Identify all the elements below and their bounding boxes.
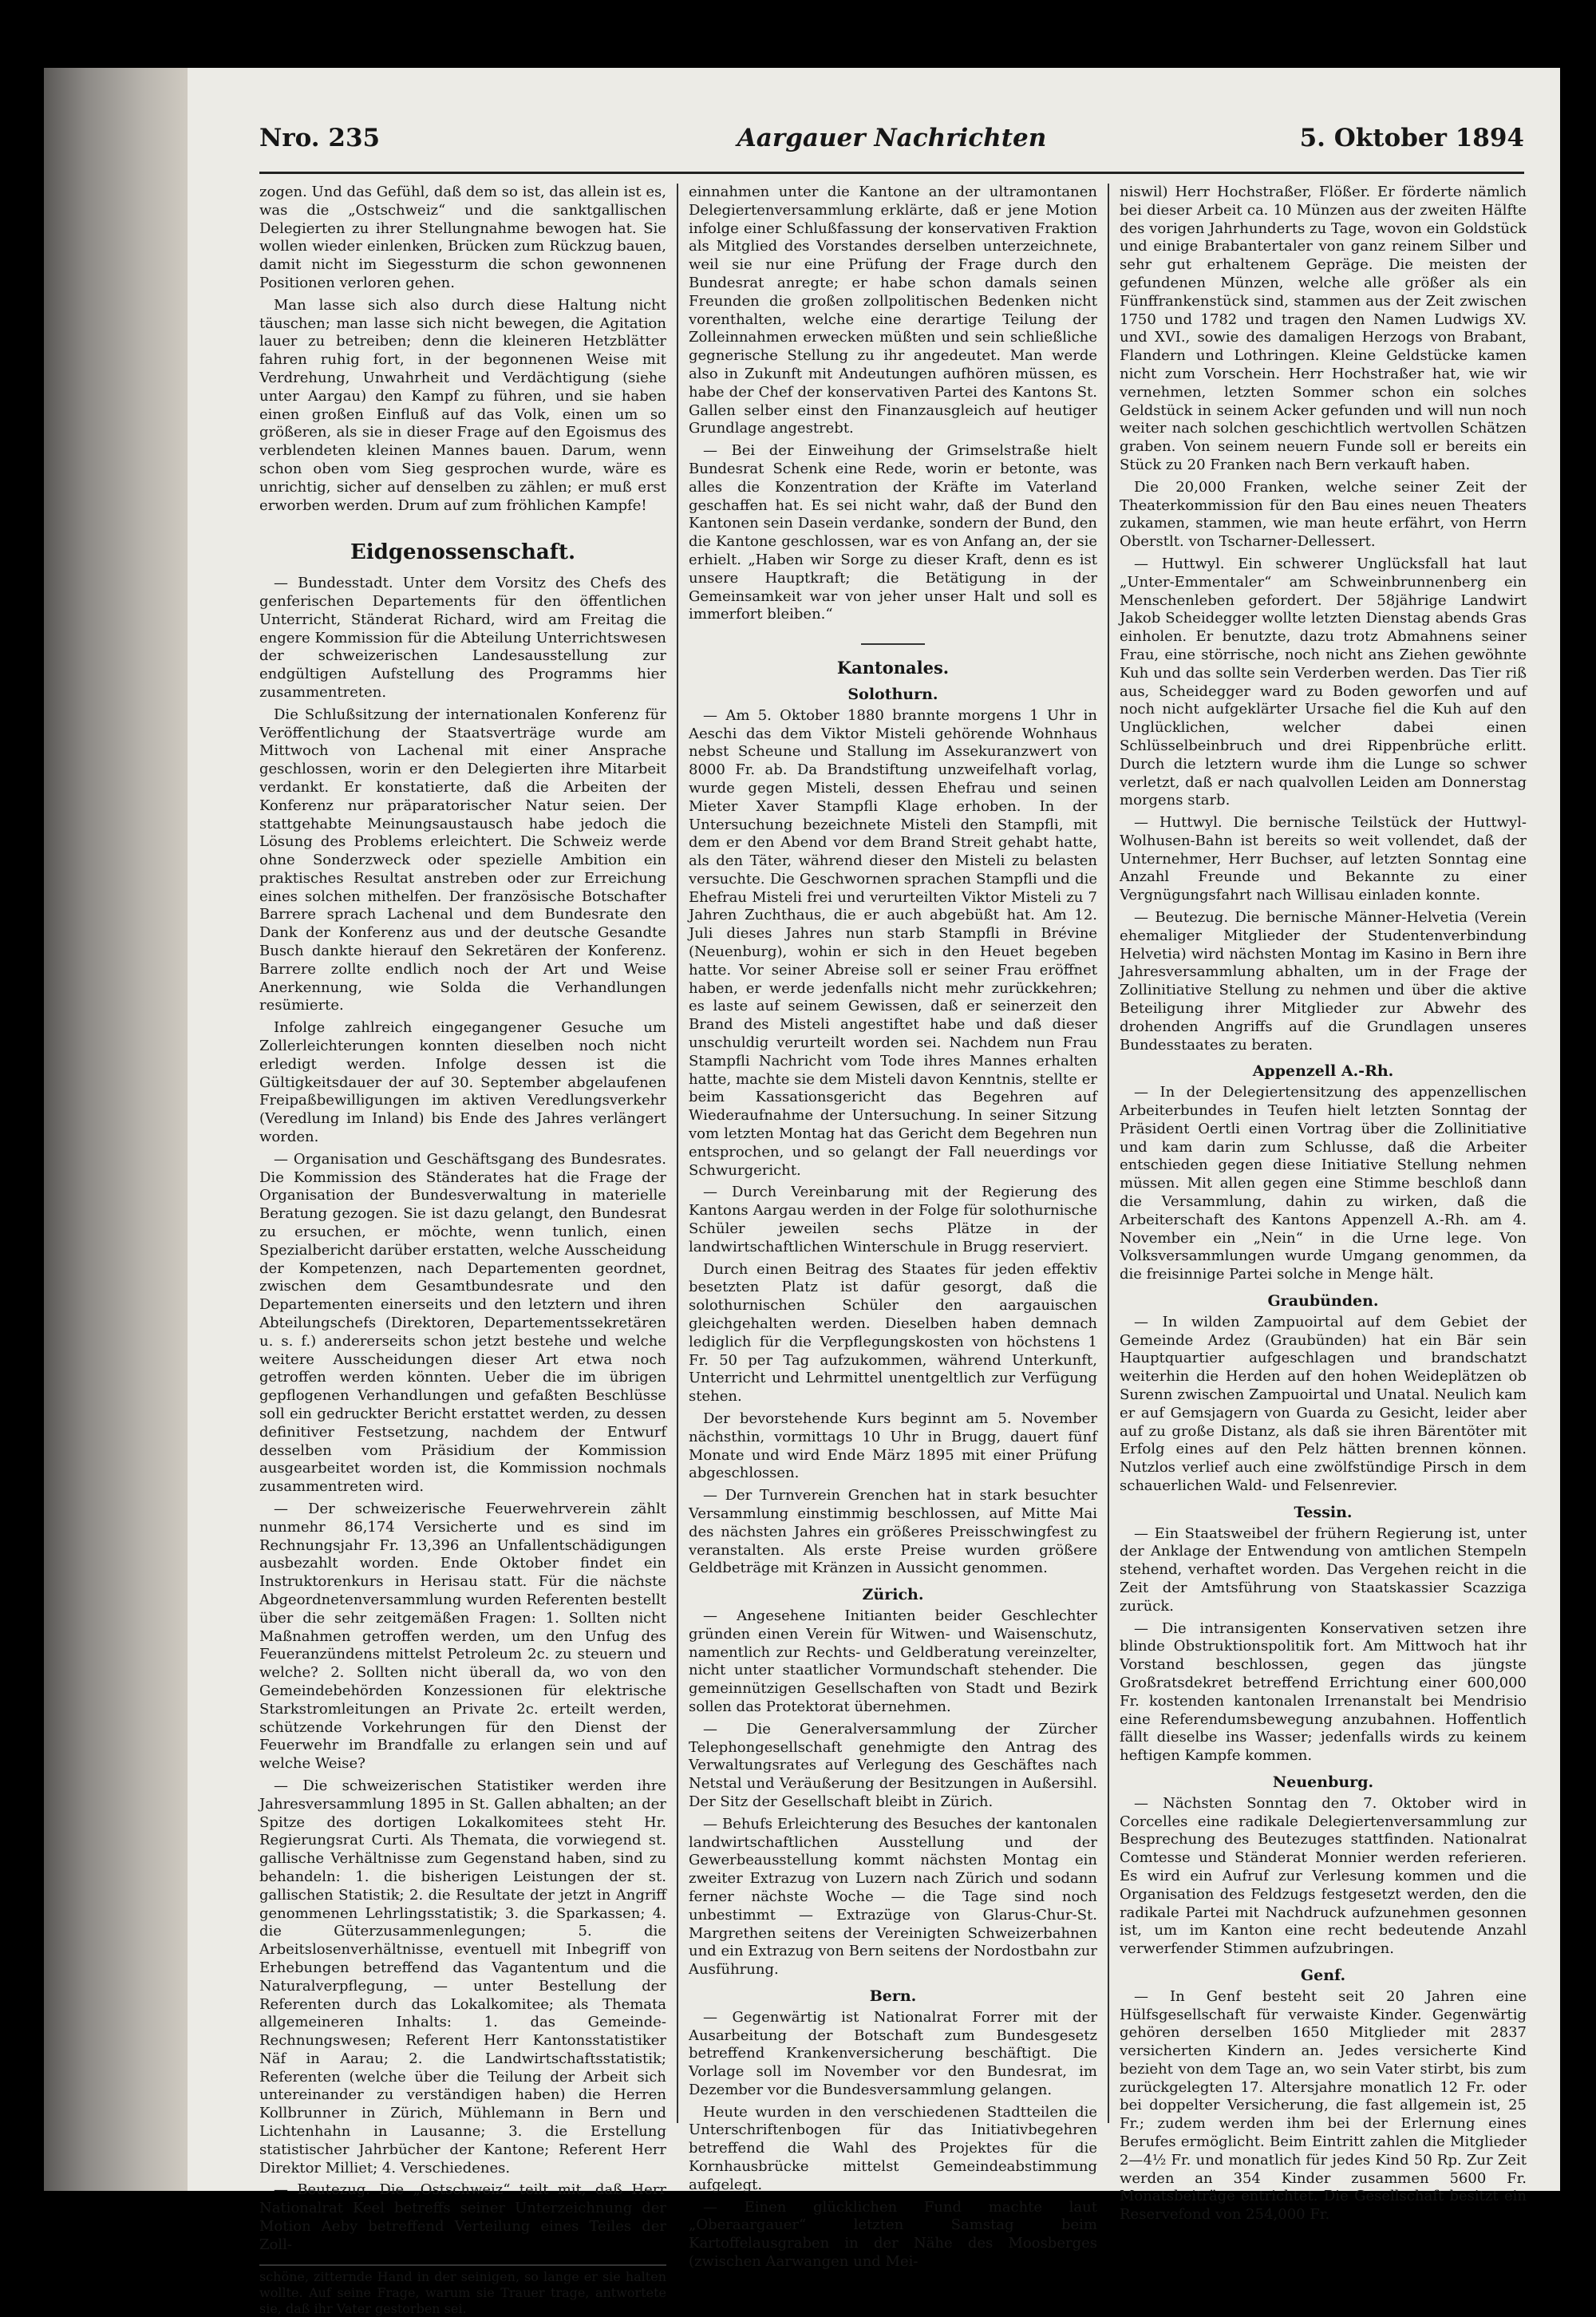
section-heading: Kantonales. [836,658,950,678]
article-paragraph: — Der Turnverein Grenchen hat in stark besuchter Versammlung einstimmig beschlossen, auf Mitte Mai des nächsten Jahres ein größeres Preisschwingfest zu veranstalten. Als erste Preise wurden größere Geldbeträge mit Kränzen in Aussicht genommen. [689,1487,1097,1577]
section-divider [861,643,925,645]
article-paragraph: zogen. Und das Gefühl, daß dem so ist, das allein ist es, was die „Ostschweiz“ und die sanktgallischen Delegierten zu ihrer Stellungnahme bewogen hat. Sie wollen wieder einlenken, Brücken zum Rückzug bauen, damit nicht im Siegessturm die schon gewonnenen Positionen verloren gehen. [259,184,667,291]
article-paragraph: — Angesehene Initianten beider Geschlechter gründen einen Verein für Witwen- und Waisenschutz, namentlich zur Rechts- und Geldberatung vereinzelter, nicht unter staatlicher Vormundschaft stehender. Die gemeinnützigen Gesellschaften von Stadt und Bezirk sollen das Protektorat übernehmen. [689,1607,1097,1715]
canton-heading: Zürich. [862,1586,924,1604]
article-paragraph: Durch einen Beitrag des Staates für jeden effektiv besetzten Platz ist dafür gesorgt, daß die solothurnischen Schüler den aargauischen gleichgehalten werden. Dieselben haben demnach lediglich für die Verpflegungskosten von höchstens 1 Fr. 50 per Tag aufzukommen, während Unterkunft, Unterricht und Lehrmittel unentgeltlich zur Verfügung stehen. [689,1260,1097,1406]
issue-number: Nro. 235 [259,124,381,152]
canton-heading: Tessin. [1294,1503,1353,1521]
feuilleton-footnote: schöne, zitternde Hand in der seinigen, so lange er sie halten wollte. Auf seine Frage, warum sie Trauer trage, antwortete sie, daß ihr Vater gestorben sei. [259,2264,666,2317]
article-paragraph: — In Genf besteht seit 20 Jahren eine Hülfsgesellschaft für verwaiste Kinder. Gegenwärtig gehören derselben 1650 Mitglieder mit 2837 versicherten Kindern an. Jedes versicherte Kind bezieht von dem Tage an, wo sein Vater stirbt, bis zum zurückgelegten 17. Altersjahre monatlich 12 Fr. oder bei doppelter Versicherung, die fast allgemein ist, 25 Fr.; zudem werden ihm bei der Erlernung eines Berufes ermöglicht. Beim Eintritt zahlen die Mitglieder 2—4½ Fr. und monatlich für jedes Kind 50 Rp. Zur Zeit werden an 354 Kinder zusammen 5600 Fr. Monatsbeiträge entrichtet. Die Gesellschaft besitzt ein Reservefond von 254,000 Fr. [1120,1987,1527,2224]
article-paragraph: — Die Generalversammlung der Zürcher Telephongesellschaft genehmigte den Antrag des Verwaltungsrates auf Verlegung des Geschäftes nach Netstal und Veräußerung der Besitzungen in Außersihl. Der Sitz der Gesellschaft bleibt in Zürich. [689,1720,1097,1810]
article-paragraph: — Gegenwärtig ist Nationalrat Forrer mit der Ausarbeitung der Botschaft zum Bundesgesetz betreffend Krankenversicherung beschäftigt. Die Vorlage soll im November vor den Bundesrat, im Dezember vor die Bundesversammlung gelangen. [689,2008,1097,2098]
article-paragraph: — Am 5. Oktober 1880 brannte morgens 1 Uhr in Aeschi das dem Viktor Misteli gehörende Wohnhaus nebst Scheune und Stallung im Assekuranzwert von 8000 Fr. ab. Da Brandstiftung unzweifelhaft vorlag, wurde gegen Misteli, dessen Ehefrau und seinen Mieter Xaver Stampfli Klage erhoben. In der Untersuchung bezeichnete Misteli den Stampfli, mit dem er den Abend vor dem Brand Streit gehabt hatte, als den Täter, während dieser den Misteli zu belasten versuchte. Die Geschwornen sprachen Stampfli und die Ehefrau Misteli frei und verurteilten Viktor Misteli zu 7 Jahren Zuchthaus, die er auch abgebüßt hat. Am 12. Juli dieses Jahres nun starb Stampfli in Brévine (Neuenburg), wohin er sich in den Heuet begeben hatte. Vor seiner Abreise soll er seiner Frau eröffnet haben, er werde jedenfalls nicht mehr zurückkehren; es laste auf seinem Gewissen, daß er seinerzeit den Brand des Misteli angestiftet habe und daß dieser unschuldig verurteilt worden sei. Nachdem nun Frau Stampfli Nachricht vom Tode ihres Mannes erhalten hatte, machte sie dem Misteli davon Kenntnis, stellte er beim Kassationsgericht das Begehren auf Wiederaufnahme der Untersuchung. In seiner Sitzung vom letzten Montag hat das Gericht dem Begehren nun entsprochen, und so gelangt der Fall neuerdings vor Schwurgericht. [689,706,1097,1179]
article-paragraph: — Huttwyl. Die bernische Teilstück der Huttwyl-Wolhusen-Bahn ist bereits so weit vollendet, daß der Unternehmer, Herr Buchser, auf letzten Sonntag eine Anzahl Freunde und Bekannte zu einer Vergnügungsfahrt nach Willisau einladen konnte. [1120,814,1527,904]
column-3 [1120,184,1527,2224]
article-paragraph: — Nächsten Sonntag den 7. Oktober wird in Corcelles eine radikale Delegiertenversammlung zur Besprechung des Beutezuges stattfinden. Nationalrat Comtesse und Ständerat Monnier werden referieren. Es wird ein Aufruf zur Verlesung kommen und die Organisation des Feldzugs festgesetzt werden, den die radikale Partei mit Nachdruck aufzunehmen gesonnen ist, um im Kanton eine recht bedeutende Anzahl verwerfender Stimmen aufzubringen. [1120,1794,1527,1958]
article-paragraph: — Beutezug. Die „Ostschweiz“ teilt mit, daß Herr Nationalrat Keel betreffs seiner Unterzeichnung der Motion Aeby betreffend Verteilung eines Teiles der Zoll- [259,2181,666,2253]
article-paragraph: — Die intransigenten Konservativen setzen ihre blinde Obstruktionspolitik fort. Am Mittwoch hat ihr Vorstand beschlossen, gegen das jüngste Großratsdekret betreffend Errichtung einer 600,000 Fr. kostenden kantonalen Irrenanstalt bei Mendrisio eine Referendumsbewegung anzubahnen. Hoffentlich fällt dieselbe ins Wasser; jedenfalls wirds zu keinem heftigen Kampfe kommen. [1120,1619,1527,1765]
column-divider [1108,184,1109,2123]
article-paragraph: niswil) Herr Hochstraßer, Flößer. Er förderte nämlich bei dieser Arbeit ca. 10 Münzen aus der zweiten Hälfte des vorigen Jahrhunderts zu Tage, wovon ein Goldstück und einige Brabantertaler von ganz reinem Silber und sehr gut erhaltenem Gepräge. Die meisten der gefundenen Münzen, welche alle größer als ein Fünffrankenstück sind, stammen aus der Zeit zwischen 1750 und 1782 und tragen den Namen Ludwigs XV. und XVI., sowie des damaligen Herzogs von Brabant, Flandern und Lothringen. Kleine Geldstücke kamen nicht zum Vorschein. Herr Hochstraßer hat, wie wir vernehmen, letzten Sommer schon ein solches Geldstück in seinem Acker gefunden und will nun noch weiter nach solchen geschichtlich wertvollen Schätzen graben. Von seinem neuern Funde soll er bereits ein Stück zu 20 Franken nach Bern verkauft haben. [1120,184,1527,473]
article-paragraph: — Organisation und Geschäftsgang des Bundesrates. Die Kommission des Ständerates hat die Frage der Organisation der Bundesverwaltung in materielle Beratung gezogen. Sie ist dazu gelangt, den Bundesrat zu ersuchen, er möchte, wenn tunlich, einen Spezialbericht darüber erstatten, welche Ausscheidung der Kompetenzen, nach Departementen geordnet, zwischen dem Gesamtbundesrate und den Departementen einerseits und den letztern und ihren Abteilungschefs (Direktoren, Departementssekretären u. s. f.) andererseits schon jetzt bestehe und welche weitere Ausscheidungen dieser Art etwa noch getroffen werden könnten. Ueber die im übrigen gepflogenen Verhandlungen und gefaßten Beschlüsse soll ein gedruckter Bericht erstattet werden, zu dessen definitiver Festsetzung, nachdem der Entwurf desselben vom Präsidium der Kommission ausgearbeitet worden ist, die Kommission nochmals zusammentreten wird. [259,1150,666,1496]
article-paragraph: — Durch Vereinbarung mit der Regierung des Kantons Aargau werden in der Folge für solothurnische Schüler jeweilen sechs Plätze in der landwirtschaftlichen Winterschule in Brugg reserviert. [689,1184,1097,1255]
book-binding-edge [44,68,188,2191]
canton-heading: Graubünden. [1267,1292,1379,1311]
article-paragraph: — Einen glücklichen Fund machte laut „Oberaargauer“ letzten Samstag beim Kartoffelausgraben in der Nähe des Moosberges (zwischen Aarwangen und Mei- [689,2198,1097,2271]
article-paragraph: — Der schweizerische Feuerwehrverein zählt nunmehr 86,174 Versicherte und es sind im Rechnungsjahr Fr. 13,396 an Unfallentschädigungen ausbezahlt worden. Ende Oktober findet ein Instruktorenkurs in Herisau statt. Für die nächste Abgeordnetenversammlung wurden Referenten bestellt über die sehr zeitgemäßen Fragen: 1. Sollten nicht Maßnahmen getroffen werden, um den Unfug des Feueranzündens mittelst Petroleum 2c. zu steuern und welche? 2. Sollten nicht überall da, wo von den Gemeindebehörden Konzessionen für elektrische Starkstromleitungen an Private 2c. erteilt werden, schützende Vorkehrungen für den Dienst der Feuerwehr im Brandfalle zu erlangen sein und auf welche Weise? [259,1500,666,1773]
article-paragraph: einnahmen unter die Kantone an der ultramontanen Delegiertenversammlung erklärte, daß er jene Motion infolge einer Schlußfassung der konservativen Fraktion als Mitglied des Vorstandes derselben unterzeichnete, weil sie nur eine Prüfung der Frage durch den Bundesrat anregte; er habe schon damals seinen Freunden die großen zollpolitischen Bedenken nicht vorenthalten, welche eine derartige Teilung der Zolleinnahmen erwecken müßten und sein schließliche gegnerische Stellung zu ihr angedeutet. Man werde also in Zukunft mit Andeutungen aufhören müssen, es habe der Chef der konservativen Partei des Kantons St. Gallen selber einst den Finanzausgleich auf heutiger Grundlage angestrebt. [689,184,1097,437]
article-paragraph: — In der Delegiertensitzung des appenzellischen Arbeiterbundes in Teufen hielt letzten Sonntag der Präsident Oertli einen Vortrag über die Zollinitiative und kam darin zum Schlusse, daß die Arbeiter entschieden gegen diese Initiative Stellung nehmen müssen. Mit allen gegen eine Stimme beschloß dann die Versammlung, dahin zu wirken, daß die Arbeiterschaft des Kantons Appenzell A.-Rh. am 4. November ein „Nein“ in die Urne lege. Von Volksversammlungen wurde Umgang genommen, da die freisinnige Partei solche in Menge hält. [1120,1084,1527,1283]
article-paragraph: Heute wurden in den verschiedenen Stadtteilen die Unterschriftenbogen für das Initiativbegehren betreffend die Wahl des Projektes für die Kornhausbrücke mittelst Gemeindeabstimmung aufgelegt. [689,2103,1097,2193]
column-divider [677,184,678,2123]
article-paragraph: — Die schweizerischen Statistiker werden ihre Jahresversammlung 1895 in St. Gallen abhalten; an der Spitze des dortigen Lokalkomitees steht Hr. Regierungsrat Curti. Als Themata, die vorwiegend st. gallische Verhältnisse zum Gegenstand haben, sind zu behandeln: 1. die bisherigen Leistungen der st. gallischen Statistik; 2. die Resultate der jetzt in Angriff genommenen Lehrlingsstatistik; 3. die Sparkassen; 4. die Güterzusammenlegungen; 5. die Arbeitslosenverhältnisse, eventuell mit Inbegriff von Erhebungen betreffend das Vagantentum und die Naturalverpflegung, — unter Bestellung der Referenten durch das Lokalkomitee; als Themata allgemeineren Inhalts: 1. das Gemeinde-Rechnungswesen; Referent Herr Kantonsstatistiker Näf in Aarau; 2. die Landwirtschaftsstatistik; Referenten (welche über die Teilung der Arbeit sich untereinander zu verständigen haben) die Herren Kollbrunner in Zürich, Mühlemann in Bern und Lichtenhahn in Lausanne; 3. die Erstellung statistischer Jahrbücher der Kantone; Referent Herr Direktor Milliet; 4. Verschiedenes. [259,1777,666,2177]
article-paragraph: Die Schlußsitzung der internationalen Konferenz für Veröffentlichung der Staatsverträge wurde am Mittwoch von Lachenal mit einer Ansprache geschlossen, worin er den Delegierten ihre Mitarbeit verdankt. Er konstatierte, daß die Arbeiten der Konferenz nur präparatorischer Natur seien. Der stattgehabte Meinungsaustausch habe jedoch die Lösung des Problems erleichtert. Die Schweiz werde ohne Sonderzweck oder spezielle Ambition ein praktisches Resultat anstreben oder zur Erreichung eines solchen mithelfen. Der französische Botschafter Barrere sprach Lachenal und dem Bundesrate den Dank der Konferenz aus und der deutsche Gesandte Busch dankte hierauf den Sekretären der Konferenz. Barrere zollte endlich noch der Art und Weise Anerkennung, wie Solda die Verhandlungen resümierte. [259,706,666,1014]
article-paragraph: Der bevorstehende Kurs beginnt am 5. November nächsthin, vormittags 10 Uhr in Brugg, dauert fünf Monate und wird Ende März 1895 mit einer Prüfung abgeschlossen. [689,1410,1097,1482]
canton-heading: Neuenburg. [1272,1773,1374,1791]
article-paragraph: Infolge zahlreich eingegangener Gesuche um Zollerleichterungen konnten dieselben noch nicht erledigt werden. Infolge dessen ist die Gültigkeitsdauer der auf 30. September abgelaufenen Freipaßbewilligungen im aktiven Veredlungsverkehr (Veredlung im Inland) bis Ende des Jahres verlängert worden. [259,1019,666,1146]
page-header [259,124,1524,174]
newspaper-page [188,68,1560,2316]
article-paragraph: — Bundesstadt. Unter dem Vorsitz des Chefs des genferischen Departements für den öffentlichen Unterricht, Ständerat Richard, wird am Freitag die engere Kommission für die Abteilung Unterrichtswesen der schweizerischen Landesausstellung zur endgültigen Aufstellung des Programms hier zusammentreten. [259,575,666,701]
issue-date: 5. Oktober 1894 [1299,124,1524,152]
article-paragraph: — Bei der Einweihung der Grimselstraße hielt Bundesrat Schenk eine Rede, worin er betonte, was alles die Konzentration der Kräfte im Vaterland geschaffen hat. Es sei nicht wahr, daß der Bund den Kantonen sein Dasein verdanke, sondern der Bund, den die Kantone geschlossen, war es von Anfang an, der sie erhielt. „Haben wir Sorge zu dieser Kraft, denn es ist unsere Hauptkraft; die Betätigung in der Gemeinsamkeit war von jeher unser Halt und soll es immerfort bleiben.“ [689,442,1097,623]
article-paragraph: — In wilden Zampuoirtal auf dem Gebiet der Gemeinde Ardez (Graubünden) hat ein Bär sein Hauptquartier aufgeschlagen und brandschatzt weiterhin die Herden auf den hohen Weideplätzen ob Surenn zwischen Zampuoirtal und Unatal. Neulich kam er auf Gemsjagern von Guarda zu Gesicht, leider aber auf zu große Distanz, als daß sie ihren Bärentöter mit Erfolg eines auf den Pelz hätten brennen können. Nutzlos verlief auch eine zwölfstündige Pirsch in dem schauerlichen Wald- und Felsenrevier. [1120,1313,1527,1494]
section-heading: Eidgenossenschaft. [350,540,576,565]
column-1 [259,184,667,2316]
canton-heading: Bern. [869,1987,917,2005]
article-paragraph: Die 20,000 Franken, welche seiner Zeit der Theaterkommission für den Bau eines neuen Theaters zukamen, stammen, wie man heute erfährt, von Herrn Oberstlt. von Tscharner-Dellessert. [1120,478,1527,551]
article-paragraph: — Ein Staatsweibel der frühern Regierung ist, unter der Anklage der Entwendung von amtlichen Stempeln stehend, verhaftet worden. Das Vergehen reicht in die Zeit der Amtsführung von Staatskassier Scazziga zurück. [1120,1524,1527,1615]
newspaper-title: Aargauer Nachrichten [737,124,1047,152]
canton-heading: Solothurn. [847,685,938,703]
canton-heading: Appenzell A.-Rh. [1252,1062,1394,1081]
article-paragraph: — Behufs Erleichterung des Besuches der kantonalen landwirtschaftlichen Ausstellung und der Gewerbeausstellung kommt nächsten Montag ein zweiter Extrazug von Luzern nach Zürich und sodann ferner nächste Woche — die Tage sind noch unbestimmt — Extrazüge von Glarus-Chur-St. Margrethen seitens der Vereinigten Schweizerbahnen und ein Extrazug von Bern seitens der Nordostbahn zur Ausführung. [689,1815,1097,1979]
article-paragraph: — Beutezug. Die bernische Männer-Helvetia (Verein ehemaliger Mitglieder der Studentenverbindung Helvetia) wird nächsten Montag im Kasino in Bern ihre Jahresversammlung abhalten, um in der Frage der Zollinitiative Stellung zu nehmen und über die aktive Beteiligung ihrer Mitglieder zur Abwehr des drohenden Angriffs auf die Grundlagen unseres Bundesstaates zu beraten. [1120,909,1527,1054]
article-paragraph: Man lasse sich also durch diese Haltung nicht täuschen; man lasse sich nicht bewegen, die Agitation lauer zu betreiben; denn die kleineren Hetzblätter fahren ruhig fort, in der begonnenen Weise mit Verdrehung, Unwahrheit und Verdächtigung (siehe unter Aargau) den Kampf zu führen, und sie haben einen großen Einfluß auf das Volk, einen um so größeren, als sie in dieser Frage auf den Egoismus des verblendeten kleinen Mannes bauen. Darum, wenn schon oben vom Sieg gesprochen wurde, wäre es unrichtig, sicher auf denselben zu zählen; er muß erst erworben werden. Drum auf zum fröhlichen Kampfe! [259,296,666,514]
article-paragraph: — Huttwyl. Ein schwerer Unglücksfall hat laut „Unter-Emmentaler“ am Schweinbrunnenberg ein Menschenleben gefordert. Der 58jährige Landwirt Jakob Scheidegger wollte letzten Dienstag abends Gras einholen. Er benutzte, dazu trotz Abmahnens seiner Frau, eine störrische, noch nicht ans Ziehen gewöhnte Kuh und das sollte sein Verderben werden. Das Tier riß aus, Scheidegger ward zu Boden geworfen und auf noch nicht aufgeklärter Ursache fiel die Kuh auf den Unglücklichen, welcher dabei einen Schlüsselbeinbruch und drei Rippenbrüche erlitt. Durch die letztern wurde ihm die Lunge so schwer verletzt, daß er nach qualvollen Leiden am Donnerstag morgens starb. [1120,555,1527,809]
column-2 [689,184,1097,2271]
canton-heading: Genf. [1300,1966,1346,1984]
